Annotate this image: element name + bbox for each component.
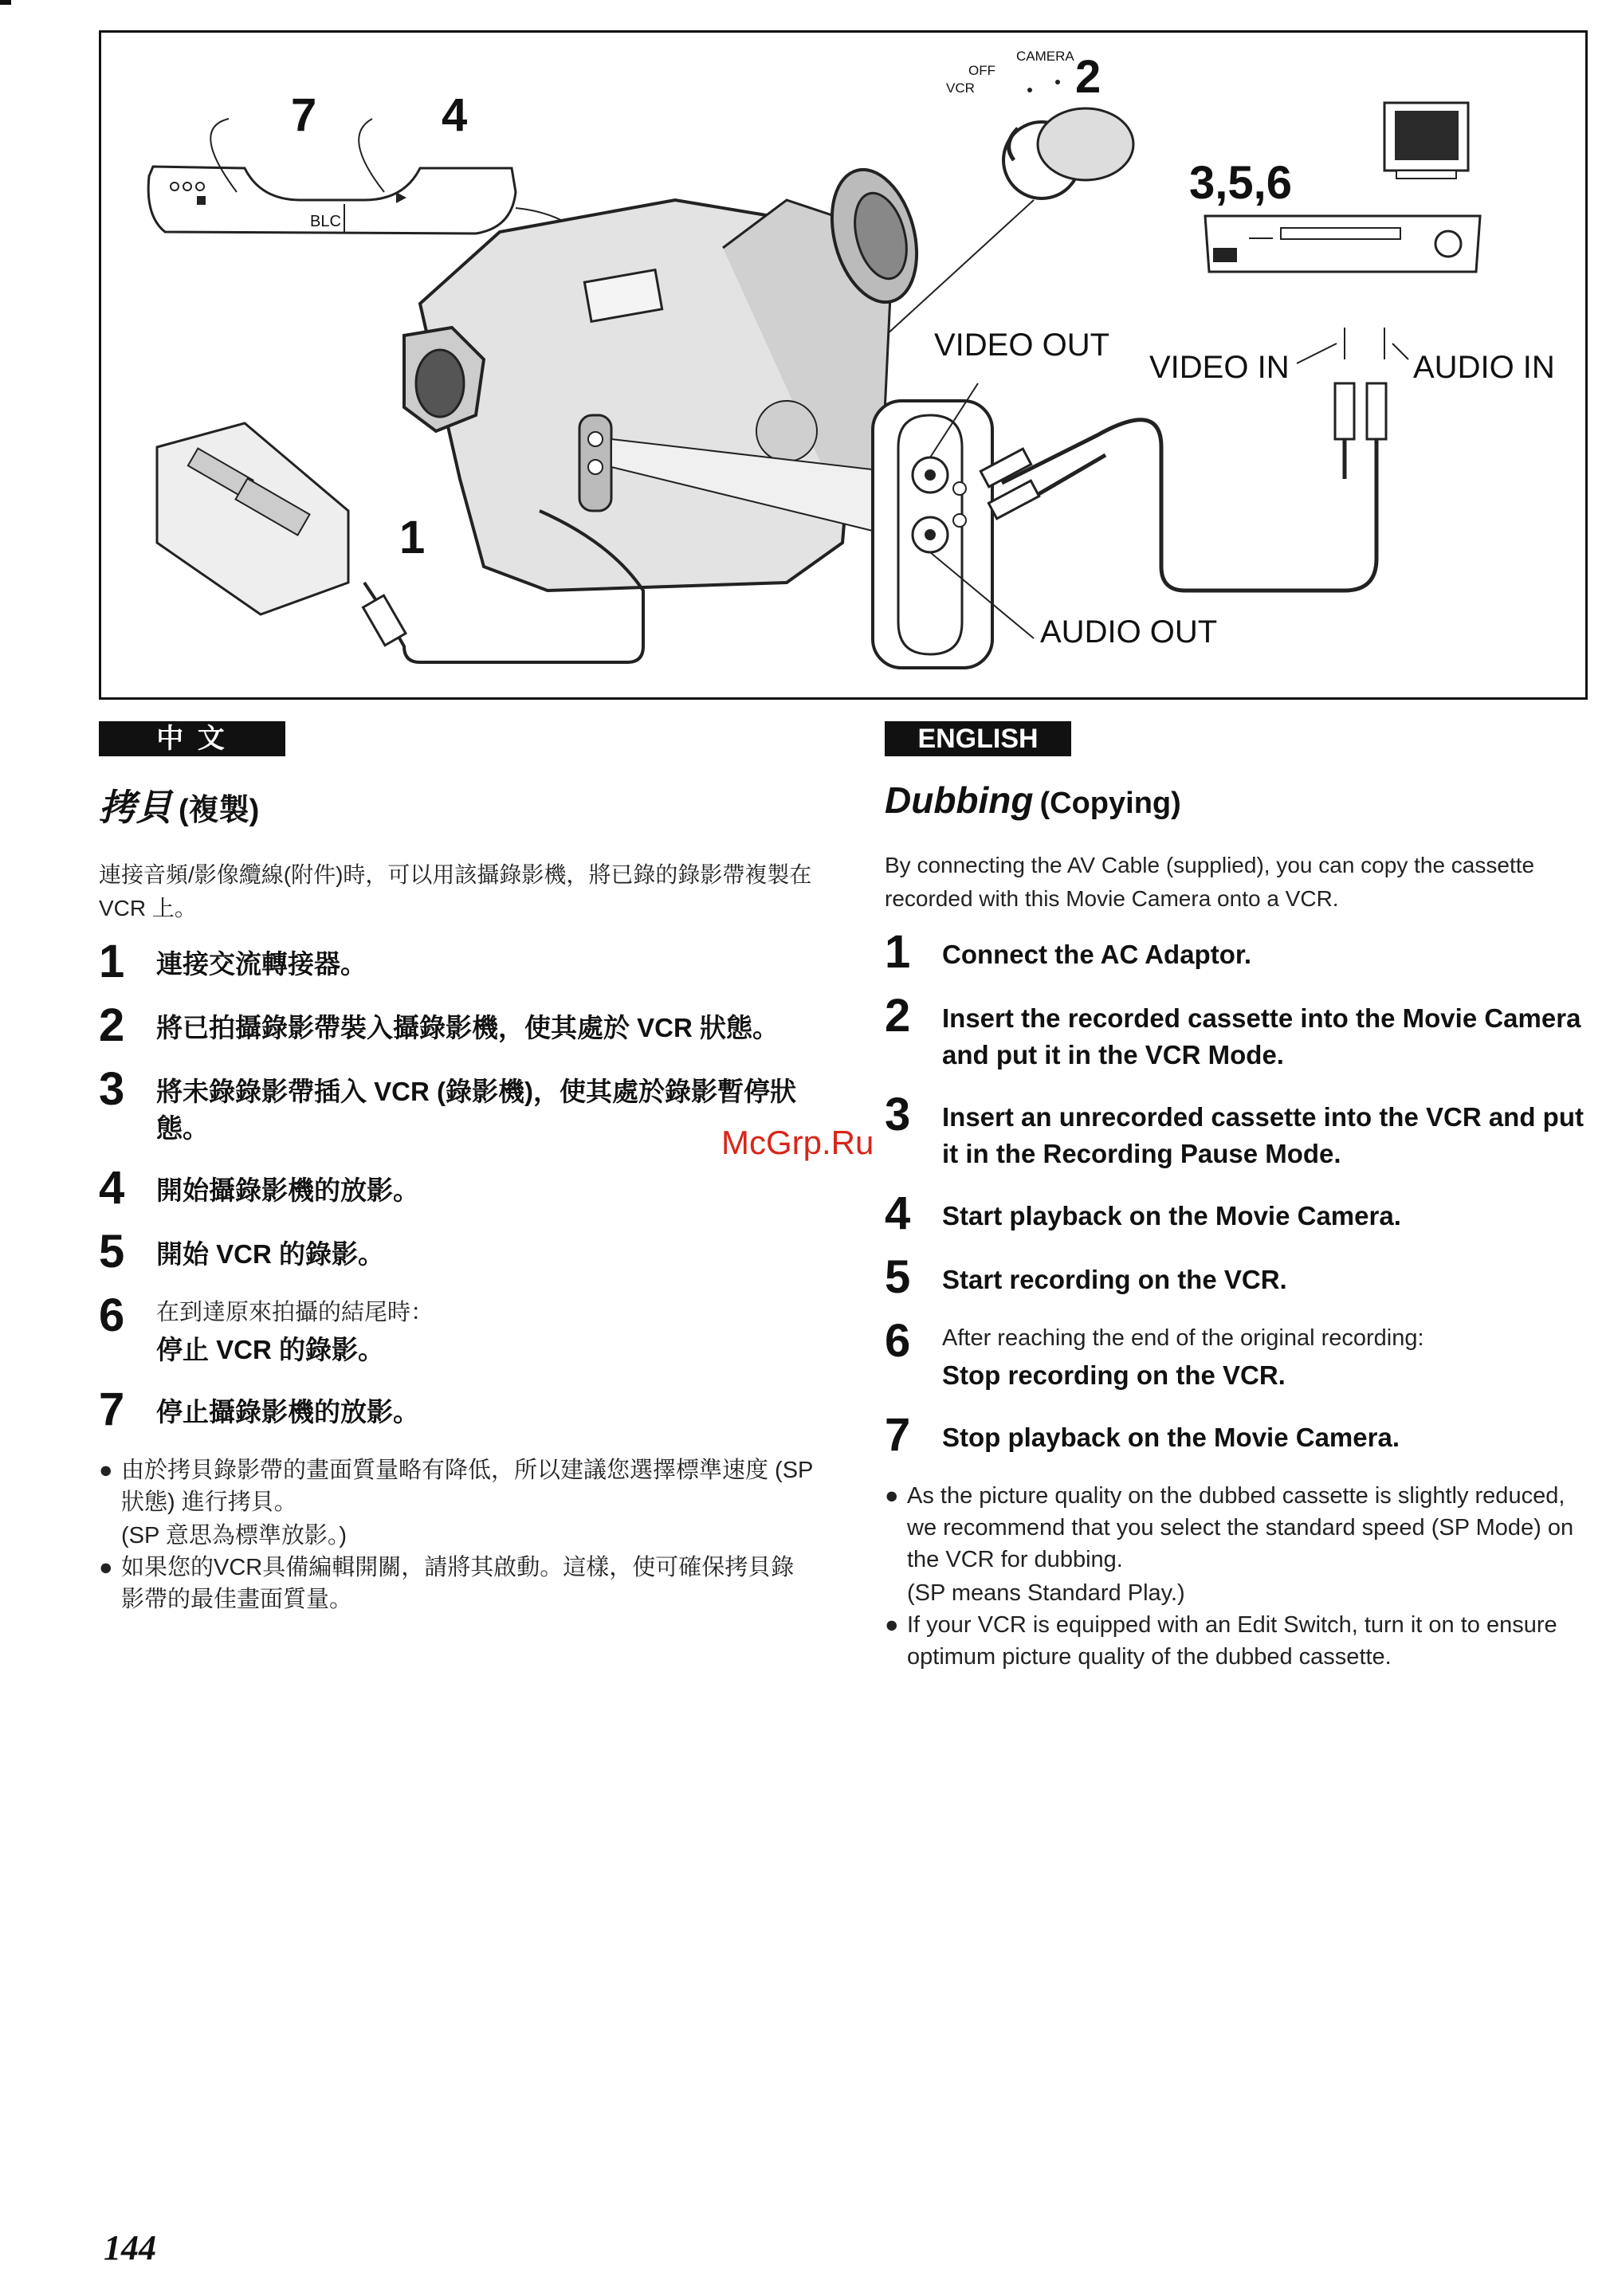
english-step-5: 5 Start recording on the VCR. <box>885 1251 1287 1303</box>
chinese-step-5: 5 開始 VCR 的錄影。 <box>99 1226 385 1278</box>
page-number: 144 <box>104 2228 156 2267</box>
callout-3-5-6: 3,5,6 <box>1189 157 1292 209</box>
chinese-step-3: 3 將未錄錄影帶插入 VCR (錄影機)，使其處於錄影暫停狀態。 <box>99 1063 796 1143</box>
chinese-step-1: 1 連接交流轉接器。 <box>99 936 367 987</box>
english-column <box>885 721 1594 1674</box>
english-notes <box>885 1480 1594 1673</box>
chinese-language-badge: 中 文 <box>99 721 285 756</box>
callout-7: 7 <box>291 89 317 141</box>
audio-in-label: AUDIO IN <box>1413 350 1555 385</box>
chinese-step-2: 2 將已拍攝錄影帶裝入攝錄影機，使其處於 VCR 狀態。 <box>99 999 779 1051</box>
english-step-6: 6 After reaching the end of the original recording: Stop recording on the VCR. <box>885 1315 1424 1390</box>
english-step-7: 7 Stop playback on the Movie Camera. <box>885 1409 1400 1461</box>
audio-out-label: AUDIO OUT <box>1040 614 1218 650</box>
english-note-2: ● If your VCR is equipped with an Edit Switch, turn it on to ensure optimum picture quality of the dubbed cassette. <box>885 1612 1557 1670</box>
chinese-notes <box>99 1454 816 1615</box>
english-note-1: ● As the picture quality on the dubbed cassette is slightly reduced, we recommend that you select the standard speed (SP Mode) on the VCR for dubbing. <box>885 1483 1574 1572</box>
english-title-sub: (Copying) <box>1039 787 1181 820</box>
english-intro: By connecting the AV Cable (supplied), you can copy the cassette recorded with this Movie Camera onto a VCR. <box>885 853 1535 911</box>
chinese-column <box>99 721 816 1617</box>
dial-label-off: OFF <box>968 63 995 78</box>
chinese-note-2: ● 如果您的VCR具備編輯開關，請將其啟動。這樣，使可確保拷貝錄影帶的最佳畫面質量。 <box>99 1555 795 1612</box>
english-steps <box>885 926 1594 1461</box>
illustration-drawing <box>101 33 1585 697</box>
chinese-steps <box>99 936 816 1435</box>
english-step-4: 4 Start playback on the Movie Camera. <box>885 1187 1401 1239</box>
chinese-step-6: 6 在到達原來拍攝的結尾時： 停止 VCR 的錄影。 <box>99 1289 434 1364</box>
chinese-step-7: 7 停止攝錄影機的放影。 <box>99 1383 419 1435</box>
chinese-title-sub: (複製) <box>179 794 260 827</box>
english-title-main: Dubbing <box>885 779 1034 821</box>
chinese-intro: 連接音頻/影像纜線(附件)時，可以用該攝錄影機，將已錄的錄影帶複製在 VCR 上。 <box>99 862 812 920</box>
chinese-note-1: ● 由於拷貝錄影帶的畫面質量略有降低，所以建議您選擇標準速度 (SP 狀態) 進行拷貝。 <box>99 1458 813 1515</box>
english-note-1-sub: (SP means Standard Play.) <box>907 1580 1185 1606</box>
callout-2: 2 <box>1075 51 1101 103</box>
blc-label: BLC <box>310 213 341 230</box>
video-in-label: VIDEO IN <box>1149 350 1290 385</box>
corner-mark <box>0 0 11 5</box>
dubbing-illustration <box>99 30 1588 700</box>
english-step-2: 2 Insert the recorded cassette into the Movie Camera and put it in the VCR Mode. <box>885 990 1581 1070</box>
dial-label-vcr: VCR <box>946 80 975 96</box>
english-title <box>885 779 1594 822</box>
english-step-1: 1 Connect the AC Adaptor. <box>885 926 1252 978</box>
watermark: McGrp.Ru <box>721 1124 874 1161</box>
english-language-badge: ENGLISH <box>885 721 1071 756</box>
english-step-3: 3 Insert an unrecorded cassette into the VCR and put it in the Recording Pause Mode. <box>885 1089 1584 1168</box>
chinese-step-4: 4 開始攝錄影機的放影。 <box>99 1162 419 1214</box>
chinese-note-1-sub: (SP 意思為標準放影。) <box>121 1523 348 1548</box>
dial-label-camera: CAMERA <box>1016 49 1074 64</box>
callout-1: 1 <box>399 512 426 563</box>
chinese-title <box>99 779 816 831</box>
chinese-title-main: 拷貝 <box>99 787 172 828</box>
video-out-label: VIDEO OUT <box>934 328 1110 363</box>
callout-4: 4 <box>442 89 468 141</box>
